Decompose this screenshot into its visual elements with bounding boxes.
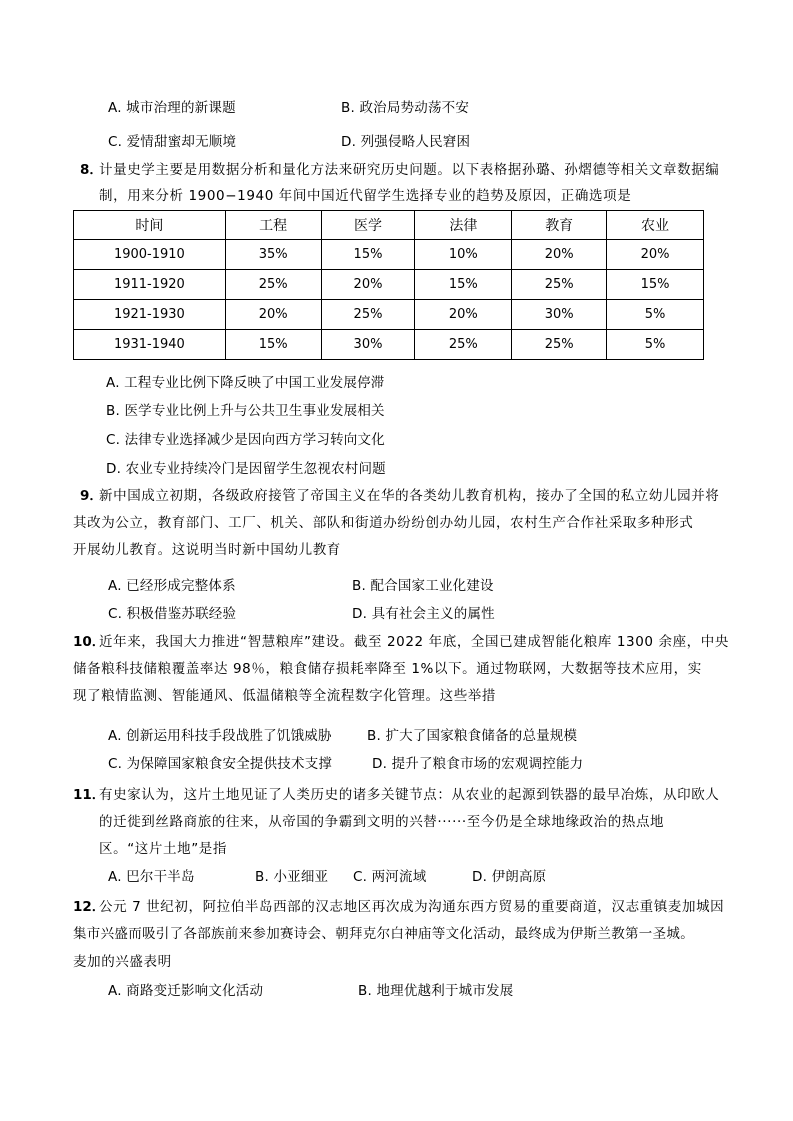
q10-option-c: C. 为保障国家粮食安全提供技术支撑 bbox=[108, 756, 333, 772]
table-cell: 20% bbox=[512, 240, 607, 270]
q8-number: 8． bbox=[80, 162, 103, 178]
table-cell: 15% bbox=[225, 330, 321, 360]
q11-option-b: B. 小亚细亚 bbox=[255, 869, 329, 885]
table-row bbox=[74, 270, 704, 300]
q8-option-d: D. 农业专业持续冷门是因留学生忽视农村问题 bbox=[106, 461, 386, 477]
table-cell: 20% bbox=[225, 300, 321, 330]
q11-stem-line3: 区。“这片土地”是指 bbox=[99, 841, 227, 857]
q9-stem-line1: 新中国成立初期，各级政府接管了帝国主义在华的各类幼儿教育机构，接办了全国的私立幼儿园并将 bbox=[99, 488, 720, 504]
q9-stem-line3: 开展幼儿教育。这说明当时新中国幼儿教育 bbox=[73, 542, 341, 558]
q10-option-b: B. 扩大了国家粮食储备的总量规模 bbox=[367, 728, 578, 744]
table-header-row bbox=[74, 211, 704, 240]
q7-option-c: C. 爱情甜蜜却无顺境 bbox=[108, 134, 237, 150]
q8-option-a: A. 工程专业比例下降反映了中国工业发展停滞 bbox=[106, 375, 385, 391]
table-cell: 25% bbox=[512, 270, 607, 300]
table-cell: 5% bbox=[607, 300, 704, 330]
table-row bbox=[74, 300, 704, 330]
q8-stem-line1: 计量史学主要是用数据分析和量化方法来研究历史问题。以下表格据孙璐、孙熠德等相关文章数据编 bbox=[99, 162, 720, 178]
table-cell: 5% bbox=[607, 330, 704, 360]
q11-stem-line2: 的迁徙到丝路商旅的往来，从帝国的争霸到文明的兴替······至今仍是全球地缘政治的热点地 bbox=[99, 814, 665, 830]
q9-option-d: D. 具有社会主义的属性 bbox=[352, 606, 495, 622]
q8-data-table bbox=[73, 210, 704, 360]
q11-stem-line1: 有史家认为，这片土地见证了人类历史的诸多关键节点：从农业的起源到铁器的最早冶炼，从印欧人 bbox=[99, 787, 720, 803]
q11-option-a: A. 巴尔干半岛 bbox=[108, 869, 195, 885]
q10-number: 10． bbox=[73, 634, 106, 650]
q9-option-a: A. 已经形成完整体系 bbox=[108, 578, 236, 594]
table-cell: 1900-1910 bbox=[74, 240, 226, 270]
table-cell: 10% bbox=[415, 240, 512, 270]
table-header-cell: 时间 bbox=[74, 211, 226, 240]
table-row bbox=[74, 330, 704, 360]
table-header-cell: 工程 bbox=[225, 211, 321, 240]
table-cell: 15% bbox=[321, 240, 415, 270]
q9-stem-line2: 其改为公立，教育部门、工厂、机关、部队和街道办纷纷创办幼儿园，农村生产合作社采取多种形式 bbox=[73, 515, 694, 531]
q9-option-c: C. 积极借鉴苏联经验 bbox=[108, 606, 237, 622]
table-header-cell: 法律 bbox=[415, 211, 512, 240]
table-cell: 15% bbox=[607, 270, 704, 300]
q12-number: 12． bbox=[73, 899, 106, 915]
q8-option-c: C. 法律专业选择减少是因向西方学习转向文化 bbox=[106, 432, 385, 448]
q7-option-d: D. 列强侵略人民窘困 bbox=[341, 134, 471, 150]
q9-number: 9． bbox=[80, 488, 103, 504]
table-cell: 35% bbox=[225, 240, 321, 270]
table-cell: 1911-1920 bbox=[74, 270, 226, 300]
q7-option-a: A. 城市治理的新课题 bbox=[108, 100, 236, 116]
table-cell: 30% bbox=[321, 330, 415, 360]
q12-stem-line1: 公元 7 世纪初，阿拉伯半岛西部的汉志地区再次成为沟通东西方贸易的重要商道，汉志重镇麦加城因 bbox=[99, 899, 725, 915]
q10-option-a: A. 创新运用科技手段战胜了饥饿威胁 bbox=[108, 728, 332, 744]
table-cell: 15% bbox=[415, 270, 512, 300]
table-header-cell: 教育 bbox=[512, 211, 607, 240]
q11-option-c: C. 两河流域 bbox=[353, 869, 427, 885]
table-cell: 25% bbox=[321, 300, 415, 330]
table-header-cell: 医学 bbox=[321, 211, 415, 240]
q12-option-b: B. 地理优越利于城市发展 bbox=[358, 983, 514, 999]
q10-stem-line1: 近年来，我国大力推进“智慧粮库”建设。截至 2022 年底，全国已建成智能化粮库 1300 余座，中央 bbox=[99, 634, 729, 650]
table-header-cell: 农业 bbox=[607, 211, 704, 240]
q10-stem-line2: 储备粮科技储粮覆盖率达 98％，粮食储存损耗率降至 1%以下。通过物联网，大数据等技术应用，实 bbox=[73, 661, 702, 677]
q9-option-b: B. 配合国家工业化建设 bbox=[352, 578, 494, 594]
table-cell: 20% bbox=[321, 270, 415, 300]
table-cell: 25% bbox=[512, 330, 607, 360]
table-cell: 20% bbox=[607, 240, 704, 270]
q11-number: 11． bbox=[73, 787, 106, 803]
q12-stem-line2: 集市兴盛而吸引了各部族前来参加赛诗会、朝拜克尔白神庙等文化活动，最终成为伊斯兰教第一圣城。 bbox=[73, 926, 694, 942]
table-cell: 25% bbox=[225, 270, 321, 300]
q12-stem-line3: 麦加的兴盛表明 bbox=[73, 954, 172, 970]
table-cell: 20% bbox=[415, 300, 512, 330]
table-cell: 1921-1930 bbox=[74, 300, 226, 330]
table-row bbox=[74, 240, 704, 270]
table-cell: 25% bbox=[415, 330, 512, 360]
q8-stem-line2: 制，用来分析 1900−1940 年间中国近代留学生选择专业的趋势及原因，正确选项是 bbox=[99, 188, 632, 204]
q10-option-d: D. 提升了粮食市场的宏观调控能力 bbox=[372, 756, 584, 772]
q12-option-a: A. 商路变迁影响文化活动 bbox=[108, 983, 264, 999]
table-cell: 30% bbox=[512, 300, 607, 330]
q11-option-d: D. 伊朗高原 bbox=[472, 869, 547, 885]
table-cell: 1931-1940 bbox=[74, 330, 226, 360]
q10-stem-line3: 现了粮情监测、智能通风、低温储粮等全流程数字化管理。这些举措 bbox=[73, 688, 496, 704]
q7-option-b: B. 政治局势动荡不安 bbox=[341, 100, 470, 116]
q8-option-b: B. 医学专业比例上升与公共卫生事业发展相关 bbox=[106, 403, 385, 419]
